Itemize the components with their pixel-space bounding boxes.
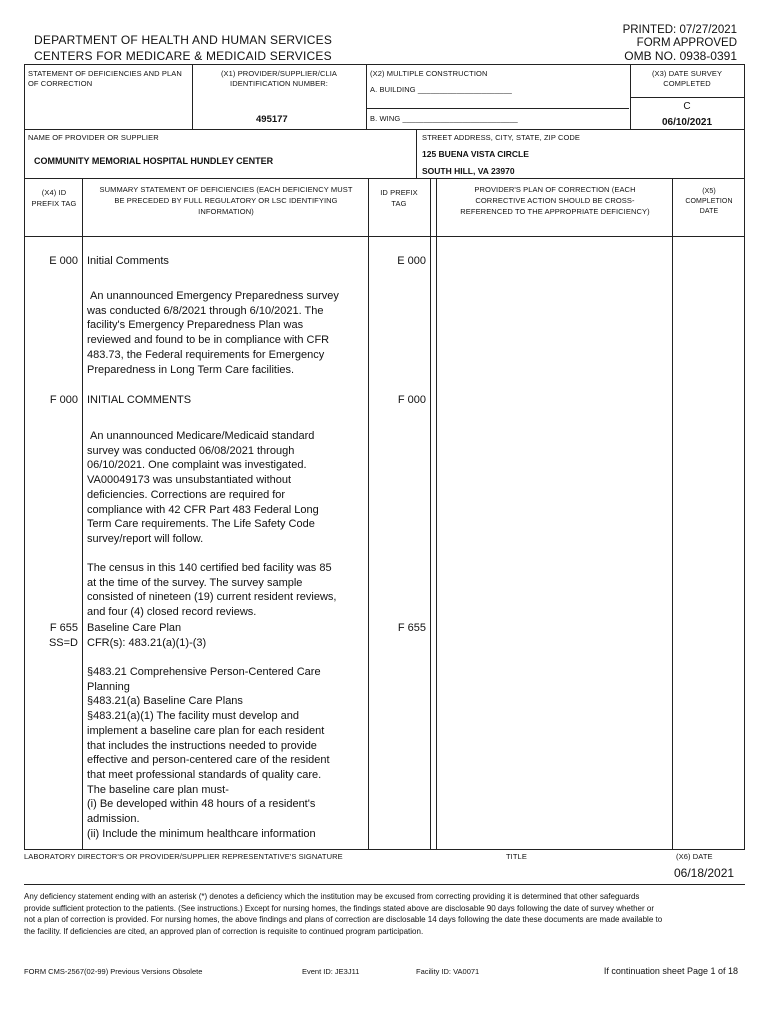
f655-line: (ii) Include the minimum healthcare information — [87, 827, 316, 840]
form-row-divider — [24, 129, 745, 130]
address-line1: 125 BUENA VISTA CIRCLE — [422, 149, 529, 159]
plan-column-divider — [672, 178, 673, 849]
printed-date: PRINTED: 07/27/2021 — [622, 24, 737, 36]
f655-regulation-text — [87, 665, 357, 841]
f655-line: implement a baseline care plan for each resident — [87, 724, 325, 737]
e000-text: An unannounced Emergency Preparedness survey was conducted 6/8/2021 through 6/10/2021. The facility's Emergency Preparedness Plan was reviewed and found to be in compliance with CFR 483.73, the Federal requirements for Emergency Preparedness in Long Term Care facilities. — [87, 290, 339, 376]
provider-name: COMMUNITY MEMORIAL HOSPITAL HUNDLEY CENTER — [34, 156, 274, 166]
f655-id: F 655 — [397, 622, 426, 634]
form-approval-block — [623, 24, 737, 63]
survey-completed-date: 06/10/2021 — [661, 117, 713, 128]
f655-line: that includes the instructions needed to provide — [87, 739, 317, 752]
x1-label: (X1) PROVIDER/SUPPLIER/CLIA IDENTIFICATION NUMBER: — [220, 69, 338, 88]
date-divider — [630, 97, 745, 98]
wing-divider — [366, 108, 629, 109]
x4-column-divider — [82, 178, 83, 849]
centers-line: CENTERS FOR MEDICARE & MEDICAID SERVICES — [34, 49, 332, 63]
address-divider — [416, 129, 417, 178]
event-id: Event ID: JE3J11 — [302, 967, 360, 976]
x1-divider — [192, 64, 193, 129]
f000-id: F 000 — [397, 394, 426, 406]
x2-building: A. BUILDING ______________________ — [370, 85, 512, 94]
x2-wing: B. WING ___________________________ — [370, 114, 518, 123]
summary-column-divider — [368, 178, 369, 849]
f655-line: §483.21(a) Baseline Care Plans — [87, 695, 243, 708]
x3-label: (X3) DATE SURVEY COMPLETED — [651, 69, 723, 88]
provider-row-divider — [24, 178, 745, 179]
f655-cfr: CFR(s): 483.21(a)(1)-(3) — [87, 637, 207, 649]
f655-line: §483.21 Comprehensive Person-Centered Care — [87, 666, 321, 678]
f000-tag: F 000 — [49, 394, 78, 406]
signature-label: LABORATORY DIRECTOR'S OR PROVIDER/SUPPLIER REPRESENTATIVE'S SIGNATURE — [24, 852, 343, 861]
f655-scope-severity: SS=D — [48, 637, 78, 649]
statement-label: STATEMENT OF DEFICIENCIES AND PLAN OF CORRECTION — [28, 69, 182, 88]
x2-divider — [366, 64, 367, 129]
f655-line: Planning — [87, 680, 130, 693]
signature-date: 06/18/2021 — [674, 866, 735, 880]
f655-line: effective and person-centered care of the resident — [87, 754, 330, 767]
x3-code: C — [683, 101, 691, 112]
f655-line: that meet professional standards of quality care. — [87, 768, 322, 781]
e000-title: Initial Comments — [87, 255, 169, 267]
disclosure-note: Any deficiency statement ending with an asterisk (*) denotes a deficiency which the institution may be excused from correcting providing it is determined that other safeguards provide sufficient protection to the patients. (See instructions.) Except for nursing homes, the findings stated above are disclosable 90 days following the date of survey whether or not a plan of correction is provided. For nursing homes, the above findings and plans of correction are disclosable 14 days following the date these documents are made available to the facility. If deficiencies are cited, an approved plan of correction is requisite to continued program participation. — [24, 892, 663, 937]
id-column-divider-2 — [436, 178, 437, 849]
x2-label: (X2) MULTIPLE CONSTRUCTION — [370, 69, 488, 78]
id-prefix-header: ID PREFIX TAG — [380, 188, 418, 208]
f000-text-1: An unannounced Medicare/Medicaid standard survey was conducted 06/08/2021 through 06/10/2021. One complaint was investigated. VA00049173 was unsubstantiated without deficiencies. Corrections are required for compliance with 42 CFR Part 483 Federal Long Term Care requirements. The Life Safety Code survey/report will follow. — [87, 430, 319, 545]
form-right-border — [744, 64, 745, 849]
f000-text-2: The census in this 140 certified bed facility was 85 at the time of the survey. The survey sample consisted of nineteen (19) current resident reviews, and four (4) closed record reviews. — [87, 562, 337, 619]
department-line: DEPARTMENT OF HEALTH AND HUMAN SERVICES — [34, 33, 333, 47]
e000-id: E 000 — [397, 255, 426, 267]
x5-header: (X5) COMPLETION DATE — [685, 188, 733, 215]
x3-divider — [630, 64, 631, 129]
signature-row-top — [24, 849, 745, 850]
address-label: STREET ADDRESS, CITY, STATE, ZIP CODE — [422, 133, 581, 142]
form-left-border — [24, 64, 25, 849]
f655-line: admission. — [87, 813, 140, 826]
facility-id: Facility ID: VA0071 — [416, 967, 480, 976]
f655-line: The baseline care plan must- — [87, 783, 229, 796]
x6-date-label: (X6) DATE — [676, 852, 713, 861]
omb-number: OMB NO. 0938-0391 — [624, 49, 737, 63]
summary-header: SUMMARY STATEMENT OF DEFICIENCIES (EACH DEFICIENCY MUST BE PRECEDED BY FULL REGULATORY OR LSC IDENTIFYING INFORMATION) — [99, 185, 353, 216]
x4-header: (X4) ID PREFIX TAG — [31, 188, 77, 208]
f655-line: (i) Be developed within 48 hours of a resident's — [87, 798, 316, 811]
form-approved: FORM APPROVED — [636, 37, 737, 49]
id-column-divider — [430, 178, 431, 849]
provider-name-label: NAME OF PROVIDER OR SUPPLIER — [28, 133, 159, 142]
column-header-divider — [24, 236, 745, 237]
f655-line: §483.21(a)(1) The facility must develop and — [87, 710, 299, 723]
provider-number: 495177 — [256, 114, 288, 125]
title-label: TITLE — [506, 852, 527, 861]
form-number: FORM CMS-2567(02-99) Previous Versions Obsolete — [24, 967, 203, 976]
page-indicator: If continuation sheet Page 1 of 18 — [603, 966, 738, 976]
signature-row-bottom — [24, 884, 745, 885]
f655-title: Baseline Care Plan — [87, 622, 182, 634]
f000-title: INITIAL COMMENTS — [87, 394, 192, 406]
f655-tag: F 655 — [49, 622, 78, 634]
department-header — [34, 32, 332, 64]
e000-tag: E 000 — [49, 255, 78, 267]
address-line2: SOUTH HILL, VA 23970 — [422, 166, 515, 176]
plan-header: PROVIDER'S PLAN OF CORRECTION (EACH CORRECTIVE ACTION SHOULD BE CROSS-REFERENCED TO THE APPROPRIATE DEFICIENCY) — [460, 185, 650, 216]
form-top-border — [24, 64, 745, 65]
